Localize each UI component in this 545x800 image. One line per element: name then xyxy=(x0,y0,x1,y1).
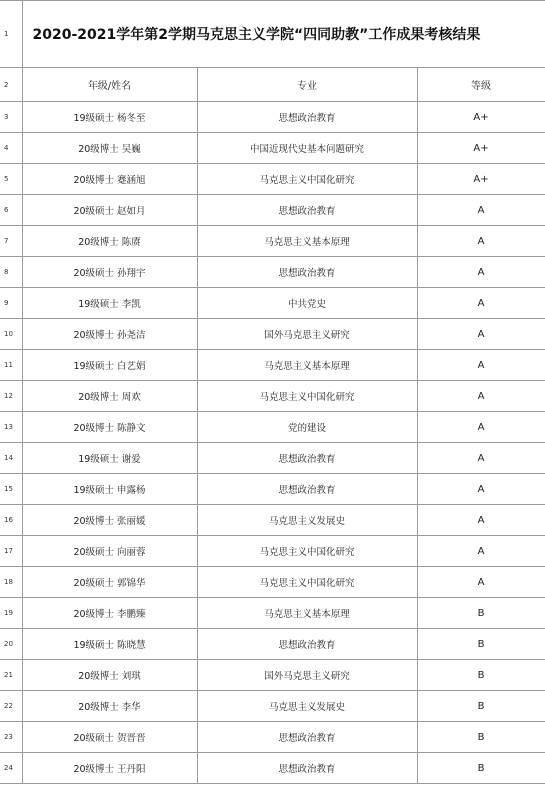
grade-cell: A xyxy=(417,288,545,319)
row-number: 7 xyxy=(0,226,22,257)
table-row xyxy=(0,133,545,164)
name-cell: 19级硕士 李凯 xyxy=(22,288,197,319)
row-number: 11 xyxy=(0,350,22,381)
major-cell: 思想政治教育 xyxy=(197,722,417,753)
major-cell: 国外马克思主义研究 xyxy=(197,319,417,350)
major-cell: 马克思主义中国化研究 xyxy=(197,164,417,195)
table-row xyxy=(0,350,545,381)
major-cell: 马克思主义中国化研究 xyxy=(197,536,417,567)
row-number: 20 xyxy=(0,629,22,660)
name-cell: 20级硕士 赵如月 xyxy=(22,195,197,226)
table-row xyxy=(0,505,545,536)
grade-cell: A xyxy=(417,257,545,288)
table-row xyxy=(0,195,545,226)
name-cell: 20级博士 蹇涵旭 xyxy=(22,164,197,195)
row-number: 12 xyxy=(0,381,22,412)
column-header-name: 年级/姓名 xyxy=(22,68,197,102)
table-row xyxy=(0,598,545,629)
name-cell: 20级博士 陈静文 xyxy=(22,412,197,443)
name-cell: 20级博士 王丹阳 xyxy=(22,753,197,784)
grade-cell: A xyxy=(417,381,545,412)
row-number: 8 xyxy=(0,257,22,288)
name-cell: 20级博士 周欢 xyxy=(22,381,197,412)
row-number: 18 xyxy=(0,567,22,598)
name-cell: 20级博士 李华 xyxy=(22,691,197,722)
major-cell: 马克思主义中国化研究 xyxy=(197,381,417,412)
major-cell: 马克思主义中国化研究 xyxy=(197,567,417,598)
table-row xyxy=(0,412,545,443)
page-title: 2020-2021学年第2学期马克思主义学院“四同助教”工作成果考核结果 xyxy=(22,1,545,68)
row-number: 2 xyxy=(0,68,22,102)
major-cell: 马克思主义发展史 xyxy=(197,691,417,722)
grade-cell: B xyxy=(417,629,545,660)
row-number: 9 xyxy=(0,288,22,319)
grade-cell: A xyxy=(417,443,545,474)
major-cell: 思想政治教育 xyxy=(197,443,417,474)
name-cell: 19级硕士 陈晓慧 xyxy=(22,629,197,660)
grade-cell: A xyxy=(417,412,545,443)
major-cell: 思想政治教育 xyxy=(197,753,417,784)
row-number: 19 xyxy=(0,598,22,629)
row-number: 10 xyxy=(0,319,22,350)
grade-cell: A xyxy=(417,319,545,350)
column-header-grade: 等级 xyxy=(417,68,545,102)
table-row xyxy=(0,753,545,784)
header-row xyxy=(0,68,545,102)
row-number: 14 xyxy=(0,443,22,474)
table-row xyxy=(0,164,545,195)
major-cell: 马克思主义发展史 xyxy=(197,505,417,536)
row-number: 17 xyxy=(0,536,22,567)
grade-cell: A xyxy=(417,226,545,257)
name-cell: 19级硕士 杨冬至 xyxy=(22,102,197,133)
table-row xyxy=(0,567,545,598)
table-row xyxy=(0,226,545,257)
row-number: 4 xyxy=(0,133,22,164)
table-row xyxy=(0,102,545,133)
name-cell: 19级硕士 白艺娟 xyxy=(22,350,197,381)
grade-cell: A+ xyxy=(417,164,545,195)
table-row xyxy=(0,691,545,722)
major-cell: 思想政治教育 xyxy=(197,195,417,226)
table-row xyxy=(0,319,545,350)
grade-cell: B xyxy=(417,598,545,629)
row-number: 23 xyxy=(0,722,22,753)
row-number: 16 xyxy=(0,505,22,536)
row-number: 15 xyxy=(0,474,22,505)
major-cell: 马克思主义基本原理 xyxy=(197,226,417,257)
major-cell: 中国近现代史基本问题研究 xyxy=(197,133,417,164)
grade-cell: B xyxy=(417,660,545,691)
major-cell: 中共党史 xyxy=(197,288,417,319)
major-cell: 思想政治教育 xyxy=(197,102,417,133)
name-cell: 20级硕士 郭锦华 xyxy=(22,567,197,598)
table-row xyxy=(0,474,545,505)
name-cell: 20级博士 李鹏臻 xyxy=(22,598,197,629)
table-row xyxy=(0,629,545,660)
row-number: 24 xyxy=(0,753,22,784)
major-cell: 思想政治教育 xyxy=(197,629,417,660)
title-row xyxy=(0,1,545,68)
name-cell: 20级博士 陈赓 xyxy=(22,226,197,257)
table-row xyxy=(0,257,545,288)
table-row xyxy=(0,536,545,567)
name-cell: 20级博士 孙尧洁 xyxy=(22,319,197,350)
grade-cell: B xyxy=(417,722,545,753)
major-cell: 马克思主义基本原理 xyxy=(197,598,417,629)
row-number: 1 xyxy=(0,1,22,68)
name-cell: 20级博士 张丽媛 xyxy=(22,505,197,536)
grade-cell: A xyxy=(417,505,545,536)
row-number: 6 xyxy=(0,195,22,226)
row-number: 21 xyxy=(0,660,22,691)
grade-cell: A xyxy=(417,195,545,226)
major-cell: 党的建设 xyxy=(197,412,417,443)
name-cell: 20级博士 刘琪 xyxy=(22,660,197,691)
grade-cell: A xyxy=(417,474,545,505)
major-cell: 国外马克思主义研究 xyxy=(197,660,417,691)
major-cell: 思想政治教育 xyxy=(197,257,417,288)
major-cell: 思想政治教育 xyxy=(197,474,417,505)
name-cell: 20级硕士 孙翔宇 xyxy=(22,257,197,288)
table-row xyxy=(0,443,545,474)
table-row xyxy=(0,288,545,319)
grade-cell: A xyxy=(417,350,545,381)
row-number: 5 xyxy=(0,164,22,195)
column-header-major: 专业 xyxy=(197,68,417,102)
row-number: 13 xyxy=(0,412,22,443)
grade-cell: A xyxy=(417,567,545,598)
grade-cell: A xyxy=(417,536,545,567)
grade-cell: A+ xyxy=(417,133,545,164)
name-cell: 19级硕士 谢爱 xyxy=(22,443,197,474)
grade-cell: B xyxy=(417,753,545,784)
table-row xyxy=(0,722,545,753)
grade-cell: A+ xyxy=(417,102,545,133)
name-cell: 20级博士 吴巍 xyxy=(22,133,197,164)
major-cell: 马克思主义基本原理 xyxy=(197,350,417,381)
table-row xyxy=(0,660,545,691)
row-number: 3 xyxy=(0,102,22,133)
name-cell: 19级硕士 申露杨 xyxy=(22,474,197,505)
name-cell: 20级硕士 贺晋晋 xyxy=(22,722,197,753)
table-row xyxy=(0,381,545,412)
grade-cell: B xyxy=(417,691,545,722)
name-cell: 20级硕士 向丽蓉 xyxy=(22,536,197,567)
row-number: 22 xyxy=(0,691,22,722)
